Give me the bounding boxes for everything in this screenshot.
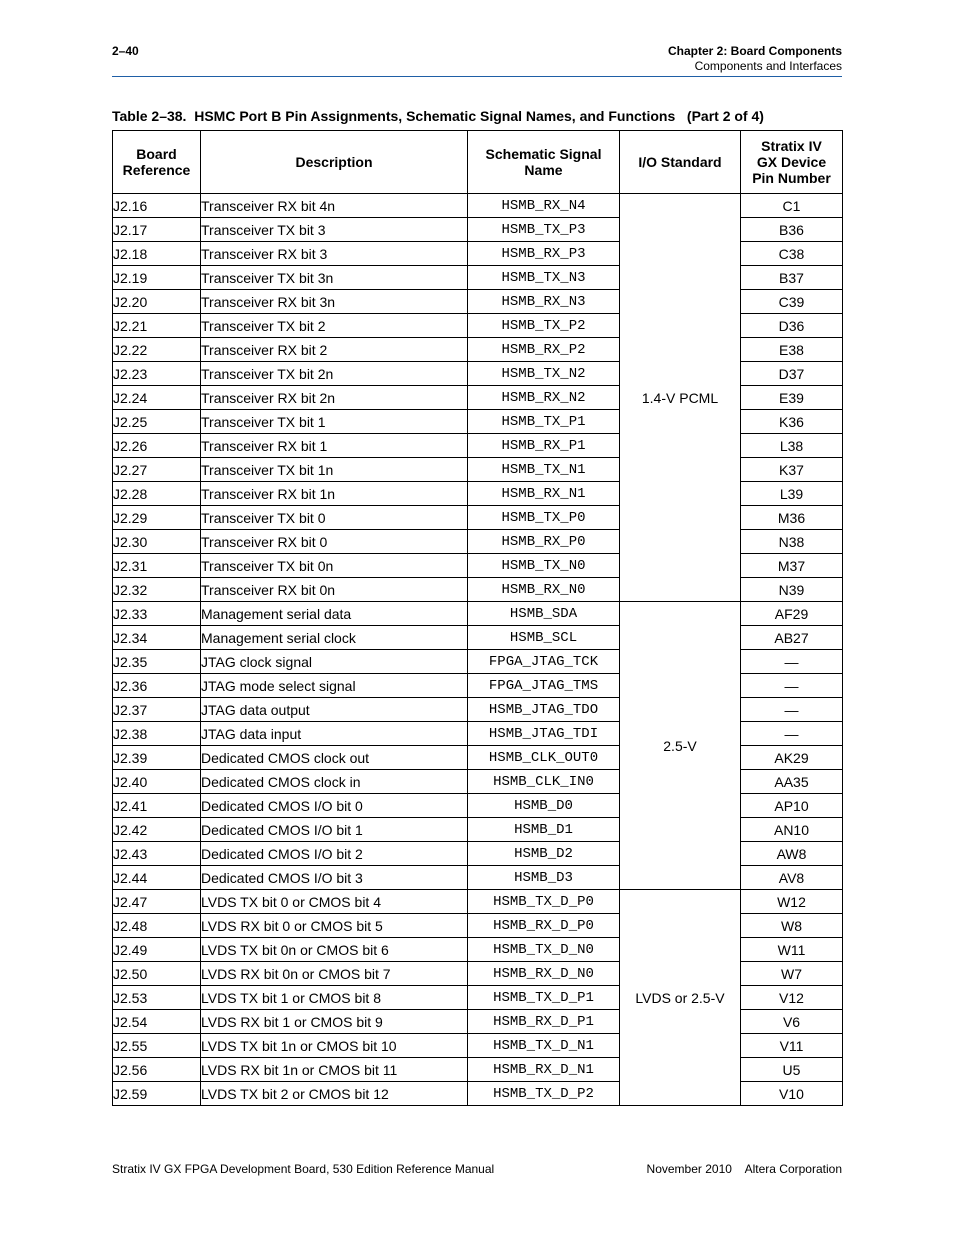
- board-reference-cell: J2.36: [113, 674, 201, 698]
- board-reference-cell: J2.31: [113, 554, 201, 578]
- board-reference-cell: J2.41: [113, 794, 201, 818]
- pin-number-cell: AF29: [741, 602, 843, 626]
- description-cell: Dedicated CMOS I/O bit 3: [201, 866, 468, 890]
- description-cell: Transceiver TX bit 3n: [201, 266, 468, 290]
- description-cell: Transceiver TX bit 1n: [201, 458, 468, 482]
- pin-number-cell: —: [741, 674, 843, 698]
- pin-number-cell: AV8: [741, 866, 843, 890]
- table-body: [113, 194, 843, 1106]
- signal-name-cell: HSMB_RX_N3: [468, 290, 620, 314]
- signal-name-cell: HSMB_CLK_IN0: [468, 770, 620, 794]
- board-reference-cell: J2.47: [113, 890, 201, 914]
- board-reference-cell: J2.19: [113, 266, 201, 290]
- description-cell: Transceiver TX bit 2: [201, 314, 468, 338]
- pin-number-cell: V10: [741, 1082, 843, 1106]
- pin-number-cell: AP10: [741, 794, 843, 818]
- pin-number-cell: D36: [741, 314, 843, 338]
- pin-number-cell: N39: [741, 578, 843, 602]
- pin-number-cell: V6: [741, 1010, 843, 1034]
- description-cell: LVDS TX bit 0n or CMOS bit 6: [201, 938, 468, 962]
- board-reference-cell: J2.33: [113, 602, 201, 626]
- signal-name-cell: HSMB_TX_D_P1: [468, 986, 620, 1010]
- signal-name-cell: HSMB_RX_N0: [468, 578, 620, 602]
- description-cell: Dedicated CMOS clock in: [201, 770, 468, 794]
- description-cell: Management serial data: [201, 602, 468, 626]
- col-schematic-signal-name: Schematic Signal Name: [468, 131, 620, 194]
- signal-name-cell: HSMB_RX_D_N1: [468, 1058, 620, 1082]
- signal-name-cell: HSMB_TX_P0: [468, 506, 620, 530]
- board-reference-cell: J2.42: [113, 818, 201, 842]
- table-row: [113, 890, 843, 914]
- description-cell: Management serial clock: [201, 626, 468, 650]
- signal-name-cell: HSMB_SDA: [468, 602, 620, 626]
- board-reference-cell: J2.55: [113, 1034, 201, 1058]
- description-cell: Transceiver RX bit 3: [201, 242, 468, 266]
- board-reference-cell: J2.25: [113, 410, 201, 434]
- board-reference-cell: J2.17: [113, 218, 201, 242]
- page-number: 2–40: [112, 44, 139, 58]
- description-cell: JTAG data output: [201, 698, 468, 722]
- table-header-row: [113, 131, 843, 194]
- description-cell: LVDS RX bit 1 or CMOS bit 9: [201, 1010, 468, 1034]
- signal-name-cell: HSMB_TX_D_N1: [468, 1034, 620, 1058]
- io-standard-cell: LVDS or 2.5-V: [620, 890, 741, 1106]
- description-cell: Transceiver TX bit 2n: [201, 362, 468, 386]
- board-reference-cell: J2.40: [113, 770, 201, 794]
- signal-name-cell: HSMB_D1: [468, 818, 620, 842]
- signal-name-cell: HSMB_RX_P3: [468, 242, 620, 266]
- pin-number-cell: AA35: [741, 770, 843, 794]
- pin-number-cell: M37: [741, 554, 843, 578]
- col-io-standard: I/O Standard: [620, 131, 741, 194]
- pin-number-cell: L39: [741, 482, 843, 506]
- pin-number-cell: AK29: [741, 746, 843, 770]
- signal-name-cell: HSMB_RX_P2: [468, 338, 620, 362]
- pin-number-cell: AN10: [741, 818, 843, 842]
- board-reference-cell: J2.35: [113, 650, 201, 674]
- signal-name-cell: HSMB_D3: [468, 866, 620, 890]
- signal-name-cell: HSMB_JTAG_TDO: [468, 698, 620, 722]
- pin-number-cell: V11: [741, 1034, 843, 1058]
- pin-number-cell: M36: [741, 506, 843, 530]
- description-cell: LVDS TX bit 1 or CMOS bit 8: [201, 986, 468, 1010]
- description-cell: LVDS TX bit 2 or CMOS bit 12: [201, 1082, 468, 1106]
- pin-number-cell: D37: [741, 362, 843, 386]
- description-cell: Transceiver TX bit 0: [201, 506, 468, 530]
- chapter-title: Chapter 2: Board Components: [667, 44, 842, 58]
- signal-name-cell: HSMB_RX_D_P0: [468, 914, 620, 938]
- description-cell: Transceiver TX bit 0n: [201, 554, 468, 578]
- description-cell: Transceiver TX bit 1: [201, 410, 468, 434]
- signal-name-cell: HSMB_TX_D_P0: [468, 890, 620, 914]
- signal-name-cell: HSMB_TX_D_P2: [468, 1082, 620, 1106]
- signal-name-cell: HSMB_TX_N2: [468, 362, 620, 386]
- signal-name-cell: HSMB_RX_D_P1: [468, 1010, 620, 1034]
- board-reference-cell: J2.18: [113, 242, 201, 266]
- board-reference-cell: J2.54: [113, 1010, 201, 1034]
- pin-number-cell: N38: [741, 530, 843, 554]
- board-reference-cell: J2.48: [113, 914, 201, 938]
- description-cell: Transceiver RX bit 1n: [201, 482, 468, 506]
- signal-name-cell: HSMB_TX_N1: [468, 458, 620, 482]
- table-caption: Table 2–38. HSMC Port B Pin Assignments, Schematic Signal Names, and Functions (Part 2 of 4): [112, 108, 764, 124]
- board-reference-cell: J2.59: [113, 1082, 201, 1106]
- board-reference-cell: J2.16: [113, 194, 201, 218]
- pin-number-cell: B37: [741, 266, 843, 290]
- signal-name-cell: HSMB_TX_N0: [468, 554, 620, 578]
- pin-number-cell: U5: [741, 1058, 843, 1082]
- signal-name-cell: HSMB_TX_N3: [468, 266, 620, 290]
- pin-number-cell: C1: [741, 194, 843, 218]
- description-cell: Transceiver RX bit 2n: [201, 386, 468, 410]
- signal-name-cell: HSMB_RX_P1: [468, 434, 620, 458]
- board-reference-cell: J2.32: [113, 578, 201, 602]
- board-reference-cell: J2.50: [113, 962, 201, 986]
- board-reference-cell: J2.26: [113, 434, 201, 458]
- description-cell: Dedicated CMOS I/O bit 0: [201, 794, 468, 818]
- header-rule: [112, 76, 842, 77]
- io-standard-cell: 2.5-V: [620, 602, 741, 890]
- pin-number-cell: C39: [741, 290, 843, 314]
- board-reference-cell: J2.37: [113, 698, 201, 722]
- board-reference-cell: J2.24: [113, 386, 201, 410]
- board-reference-cell: J2.34: [113, 626, 201, 650]
- signal-name-cell: FPGA_JTAG_TCK: [468, 650, 620, 674]
- pin-number-cell: —: [741, 698, 843, 722]
- pin-number-cell: V12: [741, 986, 843, 1010]
- description-cell: JTAG clock signal: [201, 650, 468, 674]
- pin-number-cell: E38: [741, 338, 843, 362]
- description-cell: Transceiver RX bit 0: [201, 530, 468, 554]
- signal-name-cell: HSMB_TX_D_N0: [468, 938, 620, 962]
- table-row: [113, 602, 843, 626]
- board-reference-cell: J2.53: [113, 986, 201, 1010]
- signal-name-cell: HSMB_TX_P1: [468, 410, 620, 434]
- pin-number-cell: E39: [741, 386, 843, 410]
- board-reference-cell: J2.39: [113, 746, 201, 770]
- description-cell: JTAG mode select signal: [201, 674, 468, 698]
- description-cell: Dedicated CMOS I/O bit 2: [201, 842, 468, 866]
- board-reference-cell: J2.49: [113, 938, 201, 962]
- board-reference-cell: J2.56: [113, 1058, 201, 1082]
- signal-name-cell: HSMB_SCL: [468, 626, 620, 650]
- signal-name-cell: HSMB_D2: [468, 842, 620, 866]
- signal-name-cell: HSMB_D0: [468, 794, 620, 818]
- pin-number-cell: —: [741, 722, 843, 746]
- section-title: Components and Interfaces: [694, 59, 842, 73]
- board-reference-cell: J2.29: [113, 506, 201, 530]
- pin-number-cell: AW8: [741, 842, 843, 866]
- signal-name-cell: FPGA_JTAG_TMS: [468, 674, 620, 698]
- pin-assignment-table: [112, 130, 843, 1106]
- description-cell: Transceiver TX bit 3: [201, 218, 468, 242]
- board-reference-cell: J2.23: [113, 362, 201, 386]
- pin-number-cell: AB27: [741, 626, 843, 650]
- description-cell: LVDS RX bit 0n or CMOS bit 7: [201, 962, 468, 986]
- description-cell: LVDS RX bit 1n or CMOS bit 11: [201, 1058, 468, 1082]
- signal-name-cell: HSMB_RX_N4: [468, 194, 620, 218]
- pin-number-cell: K36: [741, 410, 843, 434]
- description-cell: JTAG data input: [201, 722, 468, 746]
- description-cell: Dedicated CMOS I/O bit 1: [201, 818, 468, 842]
- pin-number-cell: W11: [741, 938, 843, 962]
- signal-name-cell: HSMB_TX_P3: [468, 218, 620, 242]
- pin-number-cell: W7: [741, 962, 843, 986]
- description-cell: Dedicated CMOS clock out: [201, 746, 468, 770]
- board-reference-cell: J2.30: [113, 530, 201, 554]
- signal-name-cell: HSMB_RX_N2: [468, 386, 620, 410]
- description-cell: LVDS TX bit 0 or CMOS bit 4: [201, 890, 468, 914]
- footer-date-company: November 2010 Altera Corporation: [646, 1162, 842, 1176]
- description-cell: Transceiver RX bit 3n: [201, 290, 468, 314]
- description-cell: LVDS TX bit 1n or CMOS bit 10: [201, 1034, 468, 1058]
- col-board-reference: Board Reference: [113, 131, 201, 194]
- signal-name-cell: HSMB_TX_P2: [468, 314, 620, 338]
- col-description: Description: [201, 131, 468, 194]
- pin-number-cell: W8: [741, 914, 843, 938]
- board-reference-cell: J2.22: [113, 338, 201, 362]
- description-cell: Transceiver RX bit 2: [201, 338, 468, 362]
- io-standard-cell: 1.4-V PCML: [620, 194, 741, 602]
- description-cell: Transceiver RX bit 1: [201, 434, 468, 458]
- pin-number-cell: K37: [741, 458, 843, 482]
- pin-number-cell: L38: [741, 434, 843, 458]
- board-reference-cell: J2.20: [113, 290, 201, 314]
- table-row: [113, 194, 843, 218]
- footer-manual-title: Stratix IV GX FPGA Development Board, 530 Edition Reference Manual: [112, 1162, 495, 1176]
- board-reference-cell: J2.38: [113, 722, 201, 746]
- pin-number-cell: W12: [741, 890, 843, 914]
- pin-number-cell: —: [741, 650, 843, 674]
- signal-name-cell: HSMB_RX_P0: [468, 530, 620, 554]
- board-reference-cell: J2.44: [113, 866, 201, 890]
- board-reference-cell: J2.21: [113, 314, 201, 338]
- description-cell: LVDS RX bit 0 or CMOS bit 5: [201, 914, 468, 938]
- description-cell: Transceiver RX bit 0n: [201, 578, 468, 602]
- pin-number-cell: C38: [741, 242, 843, 266]
- signal-name-cell: HSMB_CLK_OUT0: [468, 746, 620, 770]
- signal-name-cell: HSMB_JTAG_TDI: [468, 722, 620, 746]
- col-device-pin-number: Stratix IV GX Device Pin Number: [741, 131, 843, 194]
- pin-number-cell: B36: [741, 218, 843, 242]
- description-cell: Transceiver RX bit 4n: [201, 194, 468, 218]
- board-reference-cell: J2.43: [113, 842, 201, 866]
- signal-name-cell: HSMB_RX_D_N0: [468, 962, 620, 986]
- running-header: [668, 44, 842, 74]
- board-reference-cell: J2.27: [113, 458, 201, 482]
- board-reference-cell: J2.28: [113, 482, 201, 506]
- signal-name-cell: HSMB_RX_N1: [468, 482, 620, 506]
